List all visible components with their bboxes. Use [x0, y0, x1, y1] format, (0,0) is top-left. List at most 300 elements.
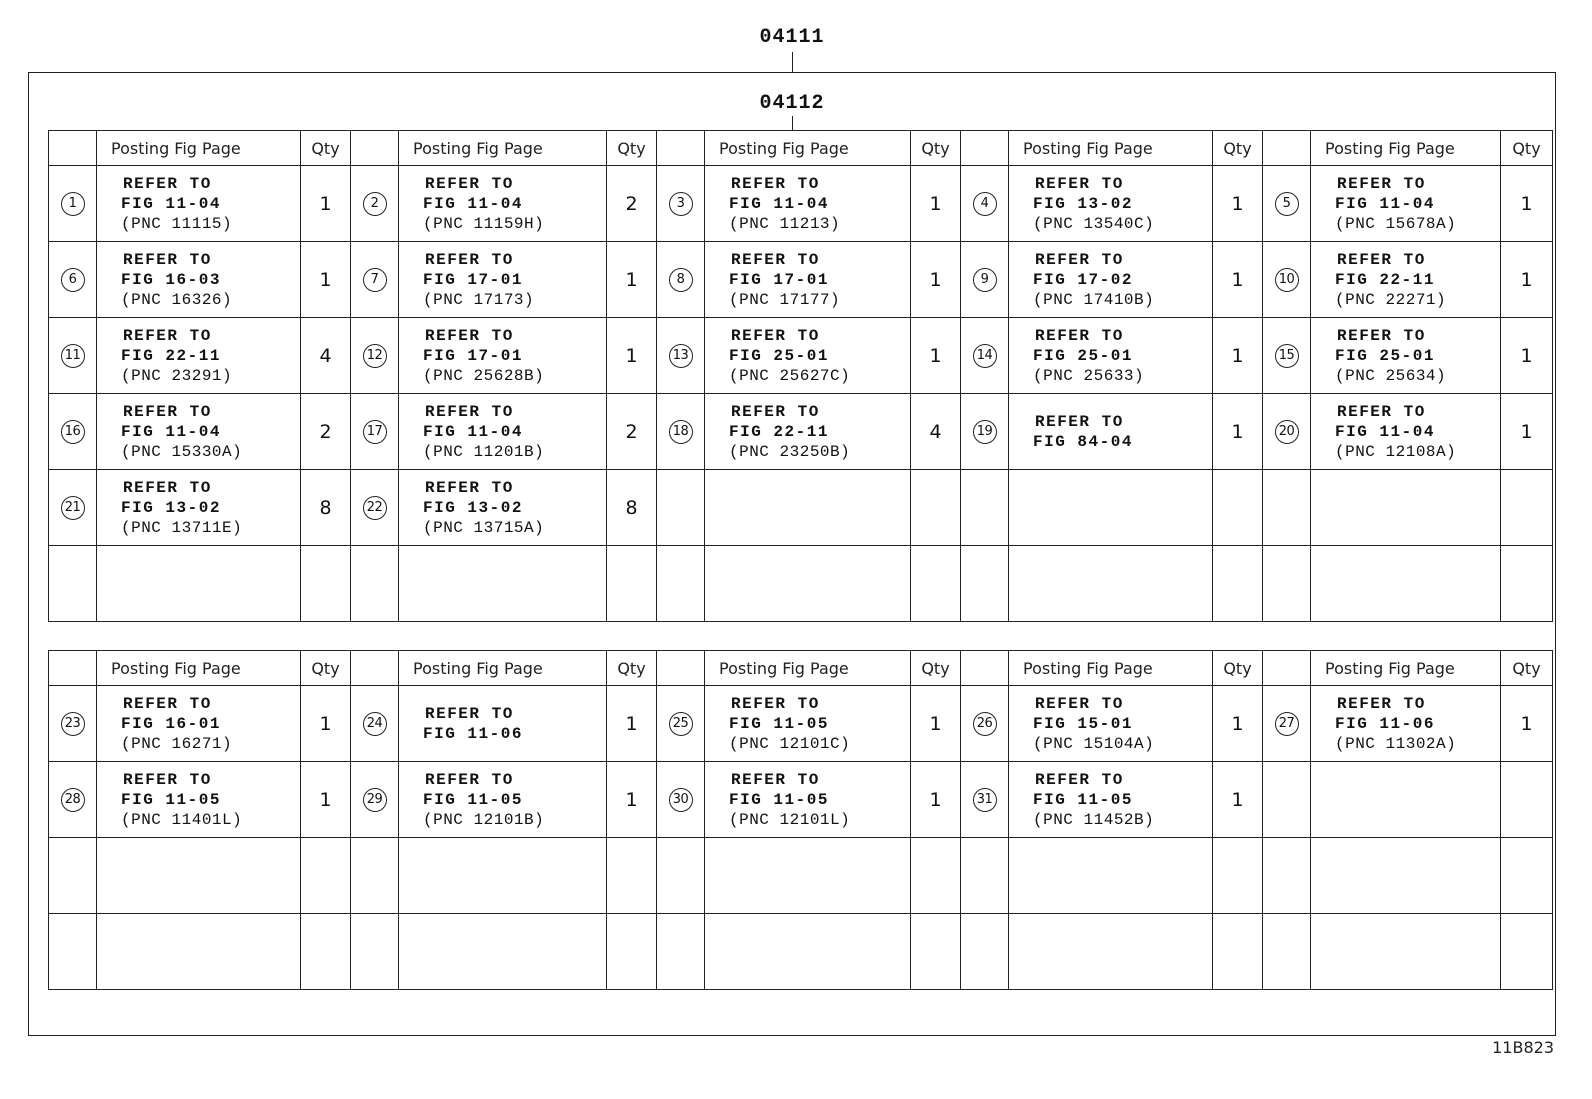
- qty-cell: [301, 546, 351, 622]
- item-number-cell: [351, 546, 399, 622]
- item-number-circle: 9: [973, 268, 997, 292]
- item-number-circle: 28: [61, 788, 85, 812]
- table-row: [49, 914, 1553, 990]
- assembly-code-04111: 04111: [759, 26, 825, 49]
- posting-fig-page-cell: [705, 838, 911, 914]
- item-number-circle: 19: [973, 420, 997, 444]
- refer-to-text: REFER TO: [731, 770, 820, 789]
- pnc-reference: (PNC 11201B): [423, 442, 545, 461]
- posting-fig-page-cell: [705, 166, 911, 242]
- posting-fig-page-cell: [705, 318, 911, 394]
- quantity-value: 1: [625, 712, 638, 735]
- qty-cell: [607, 318, 657, 394]
- refer-to-text: REFER TO: [1035, 326, 1124, 345]
- qty-cell: [301, 394, 351, 470]
- pnc-reference: (PNC 25633): [1033, 366, 1145, 385]
- pnc-reference: (PNC 25628B): [423, 366, 545, 385]
- posting-fig-page-header: Posting Fig Page: [1009, 651, 1213, 686]
- qty-cell: [607, 470, 657, 546]
- posting-fig-page-cell: [399, 838, 607, 914]
- posting-fig-page-cell: [97, 166, 301, 242]
- qty-cell: [301, 686, 351, 762]
- quantity-value: 1: [1231, 344, 1244, 367]
- posting-fig-page-header: Posting Fig Page: [97, 131, 301, 166]
- qty-header: Qty: [607, 651, 657, 686]
- leader-line-04111: [792, 52, 793, 72]
- fig-reference: FIG 11-04: [1335, 194, 1435, 213]
- fig-reference: FIG 17-01: [423, 270, 523, 289]
- quantity-value: 1: [929, 344, 942, 367]
- fig-reference: FIG 11-05: [729, 790, 829, 809]
- item-number-circle: 24: [363, 712, 387, 736]
- qty-cell: [1213, 242, 1263, 318]
- fig-reference: FIG 11-06: [1335, 714, 1435, 733]
- item-number-circle: 22: [363, 496, 387, 520]
- item-number-cell: [657, 394, 705, 470]
- qty-cell: [607, 242, 657, 318]
- qty-cell: [1501, 546, 1553, 622]
- posting-fig-page-header: Posting Fig Page: [705, 651, 911, 686]
- quantity-value: 1: [1231, 420, 1244, 443]
- pnc-reference: (PNC 15104A): [1033, 734, 1155, 753]
- pnc-reference: (PNC 15330A): [121, 442, 243, 461]
- posting-fig-page-cell: [1009, 394, 1213, 470]
- posting-fig-page-cell: [1009, 686, 1213, 762]
- num-header: [351, 651, 399, 686]
- posting-fig-page-cell: [1311, 166, 1501, 242]
- table-row: [49, 686, 1553, 762]
- pnc-reference: (PNC 16271): [121, 734, 233, 753]
- fig-reference: FIG 16-03: [121, 270, 221, 289]
- qty-header: Qty: [1213, 131, 1263, 166]
- item-number-cell: [49, 686, 97, 762]
- table-row: [49, 394, 1553, 470]
- qty-header: Qty: [911, 131, 961, 166]
- fig-reference: FIG 11-05: [423, 790, 523, 809]
- posting-fig-page-cell: [705, 762, 911, 838]
- posting-fig-page-cell: [97, 318, 301, 394]
- item-number-cell: [961, 546, 1009, 622]
- qty-header: Qty: [1501, 131, 1553, 166]
- table-row: [49, 470, 1553, 546]
- fig-reference: FIG 25-01: [729, 346, 829, 365]
- quantity-value: 4: [929, 420, 942, 443]
- item-number-cell: [351, 166, 399, 242]
- fig-reference: FIG 25-01: [1335, 346, 1435, 365]
- pnc-reference: (PNC 12108A): [1335, 442, 1457, 461]
- item-number-circle: 17: [363, 420, 387, 444]
- item-number-cell: [961, 394, 1009, 470]
- posting-fig-page-cell: [1311, 318, 1501, 394]
- qty-cell: [1213, 546, 1263, 622]
- qty-cell: [301, 318, 351, 394]
- qty-cell: [1213, 686, 1263, 762]
- num-header: [961, 131, 1009, 166]
- qty-cell: [1213, 914, 1263, 990]
- fig-reference: FIG 13-02: [1033, 194, 1133, 213]
- item-number-cell: [1263, 838, 1311, 914]
- qty-cell: [607, 762, 657, 838]
- refer-to-text: REFER TO: [731, 402, 820, 421]
- item-number-cell: [961, 166, 1009, 242]
- qty-cell: [1501, 242, 1553, 318]
- item-number-cell: [1263, 318, 1311, 394]
- refer-to-text: REFER TO: [1035, 174, 1124, 193]
- item-number-cell: [961, 914, 1009, 990]
- refer-to-text: REFER TO: [731, 694, 820, 713]
- parts-table-bottom: [48, 650, 1553, 990]
- qty-cell: [1501, 914, 1553, 990]
- item-number-circle: 14: [973, 344, 997, 368]
- item-number-circle: 20: [1275, 420, 1299, 444]
- quantity-value: 1: [1520, 192, 1533, 215]
- posting-fig-page-cell: [399, 762, 607, 838]
- quantity-value: 1: [1231, 268, 1244, 291]
- quantity-value: 1: [929, 192, 942, 215]
- qty-cell: [911, 166, 961, 242]
- pnc-reference: (PNC 16326): [121, 290, 233, 309]
- quantity-value: 1: [1520, 268, 1533, 291]
- item-number-circle: 29: [363, 788, 387, 812]
- item-number-circle: 6: [61, 268, 85, 292]
- quantity-value: 1: [1520, 344, 1533, 367]
- posting-fig-page-cell: [1311, 394, 1501, 470]
- item-number-cell: [351, 318, 399, 394]
- item-number-circle: 25: [669, 712, 693, 736]
- qty-cell: [1501, 166, 1553, 242]
- fig-reference: FIG 11-06: [423, 724, 523, 743]
- posting-fig-page-cell: [1009, 914, 1213, 990]
- num-header: [49, 131, 97, 166]
- pnc-reference: (PNC 23291): [121, 366, 233, 385]
- refer-to-text: REFER TO: [123, 770, 212, 789]
- quantity-value: 1: [1231, 788, 1244, 811]
- refer-to-text: REFER TO: [1035, 250, 1124, 269]
- refer-to-text: REFER TO: [123, 250, 212, 269]
- refer-to-text: REFER TO: [123, 174, 212, 193]
- figure-code: 11B823: [1492, 1038, 1554, 1057]
- qty-cell: [1213, 394, 1263, 470]
- pnc-reference: (PNC 12101B): [423, 810, 545, 829]
- posting-fig-page-cell: [1311, 762, 1501, 838]
- item-number-circle: 21: [61, 496, 85, 520]
- refer-to-text: REFER TO: [731, 326, 820, 345]
- pnc-reference: (PNC 13715A): [423, 518, 545, 537]
- pnc-reference: (PNC 17410B): [1033, 290, 1155, 309]
- posting-fig-page-cell: [97, 242, 301, 318]
- qty-cell: [1213, 318, 1263, 394]
- posting-fig-page-cell: [1009, 318, 1213, 394]
- item-number-circle: 16: [61, 420, 85, 444]
- qty-cell: [911, 914, 961, 990]
- pnc-reference: (PNC 17173): [423, 290, 535, 309]
- fig-reference: FIG 25-01: [1033, 346, 1133, 365]
- item-number-circle: 12: [363, 344, 387, 368]
- refer-to-text: REFER TO: [1337, 174, 1426, 193]
- fig-reference: FIG 17-02: [1033, 270, 1133, 289]
- table-row: [49, 318, 1553, 394]
- fig-reference: FIG 22-11: [1335, 270, 1435, 289]
- item-number-circle: 10: [1275, 268, 1299, 292]
- fig-reference: FIG 11-04: [729, 194, 829, 213]
- item-number-cell: [49, 166, 97, 242]
- refer-to-text: REFER TO: [425, 770, 514, 789]
- qty-header: Qty: [1213, 651, 1263, 686]
- fig-reference: FIG 11-04: [423, 422, 523, 441]
- item-number-cell: [961, 686, 1009, 762]
- pnc-reference: (PNC 11159H): [423, 214, 545, 233]
- quantity-value: 1: [625, 788, 638, 811]
- qty-cell: [301, 838, 351, 914]
- item-number-cell: [351, 838, 399, 914]
- item-number-cell: [351, 394, 399, 470]
- qty-cell: [1213, 762, 1263, 838]
- posting-fig-page-cell: [399, 394, 607, 470]
- fig-reference: FIG 16-01: [121, 714, 221, 733]
- num-header: [657, 651, 705, 686]
- quantity-value: 1: [1231, 192, 1244, 215]
- quantity-value: 1: [319, 788, 332, 811]
- pnc-reference: (PNC 25634): [1335, 366, 1447, 385]
- qty-cell: [1213, 470, 1263, 546]
- qty-cell: [1213, 166, 1263, 242]
- refer-to-text: REFER TO: [731, 174, 820, 193]
- pnc-reference: (PNC 22271): [1335, 290, 1447, 309]
- quantity-value: 1: [929, 712, 942, 735]
- posting-fig-page-cell: [1009, 838, 1213, 914]
- posting-fig-page-cell: [705, 546, 911, 622]
- fig-reference: FIG 17-01: [729, 270, 829, 289]
- item-number-circle: 27: [1275, 712, 1299, 736]
- pnc-reference: (PNC 17177): [729, 290, 841, 309]
- header-row: [49, 651, 1553, 686]
- qty-cell: [607, 546, 657, 622]
- refer-to-text: REFER TO: [1035, 412, 1124, 431]
- item-number-cell: [657, 242, 705, 318]
- posting-fig-page-header: Posting Fig Page: [399, 651, 607, 686]
- qty-cell: [1501, 318, 1553, 394]
- qty-cell: [301, 166, 351, 242]
- table-row: [49, 838, 1553, 914]
- item-number-circle: 3: [669, 192, 693, 216]
- table-row: [49, 166, 1553, 242]
- posting-fig-page-cell: [97, 914, 301, 990]
- fig-reference: FIG 84-04: [1033, 432, 1133, 451]
- refer-to-text: REFER TO: [1035, 694, 1124, 713]
- qty-cell: [607, 686, 657, 762]
- num-header: [351, 131, 399, 166]
- qty-cell: [911, 762, 961, 838]
- item-number-cell: [49, 762, 97, 838]
- quantity-value: 1: [625, 268, 638, 291]
- item-number-circle: 18: [669, 420, 693, 444]
- fig-reference: FIG 11-04: [121, 194, 221, 213]
- refer-to-text: REFER TO: [123, 694, 212, 713]
- fig-reference: FIG 11-04: [423, 194, 523, 213]
- item-number-cell: [351, 686, 399, 762]
- item-number-cell: [49, 318, 97, 394]
- pnc-reference: (PNC 25627C): [729, 366, 851, 385]
- qty-cell: [607, 838, 657, 914]
- item-number-cell: [657, 914, 705, 990]
- quantity-value: 1: [1231, 712, 1244, 735]
- quantity-value: 8: [319, 496, 332, 519]
- item-number-cell: [657, 318, 705, 394]
- qty-header: Qty: [301, 131, 351, 166]
- item-number-circle: 4: [973, 192, 997, 216]
- posting-fig-page-header: Posting Fig Page: [1009, 131, 1213, 166]
- fig-reference: FIG 13-02: [423, 498, 523, 517]
- item-number-circle: 7: [363, 268, 387, 292]
- qty-cell: [911, 242, 961, 318]
- item-number-cell: [961, 242, 1009, 318]
- posting-fig-page-cell: [705, 686, 911, 762]
- parts-table-top: [48, 130, 1553, 622]
- item-number-cell: [49, 394, 97, 470]
- refer-to-text: REFER TO: [425, 402, 514, 421]
- qty-cell: [301, 470, 351, 546]
- qty-cell: [301, 914, 351, 990]
- item-number-cell: [657, 470, 705, 546]
- qty-cell: [301, 762, 351, 838]
- posting-fig-page-cell: [1311, 546, 1501, 622]
- assembly-code-04112: 04112: [759, 92, 825, 115]
- item-number-cell: [657, 762, 705, 838]
- quantity-value: 1: [625, 344, 638, 367]
- qty-cell: [911, 546, 961, 622]
- pnc-reference: (PNC 15678A): [1335, 214, 1457, 233]
- qty-cell: [911, 470, 961, 546]
- posting-fig-page-cell: [97, 546, 301, 622]
- posting-fig-page-cell: [1311, 686, 1501, 762]
- item-number-cell: [961, 470, 1009, 546]
- posting-fig-page-cell: [705, 394, 911, 470]
- posting-fig-page-cell: [97, 838, 301, 914]
- posting-fig-page-header: Posting Fig Page: [1311, 651, 1501, 686]
- item-number-cell: [961, 762, 1009, 838]
- fig-reference: FIG 17-01: [423, 346, 523, 365]
- posting-fig-page-cell: [399, 546, 607, 622]
- fig-reference: FIG 11-05: [1033, 790, 1133, 809]
- item-number-cell: [49, 242, 97, 318]
- posting-fig-page-cell: [399, 242, 607, 318]
- pnc-reference: (PNC 11401L): [121, 810, 243, 829]
- qty-cell: [911, 686, 961, 762]
- quantity-value: 1: [319, 192, 332, 215]
- fig-reference: FIG 11-05: [729, 714, 829, 733]
- qty-cell: [911, 318, 961, 394]
- fig-reference: FIG 13-02: [121, 498, 221, 517]
- qty-cell: [911, 838, 961, 914]
- posting-fig-page-cell: [399, 318, 607, 394]
- posting-fig-page-cell: [705, 470, 911, 546]
- item-number-circle: 31: [973, 788, 997, 812]
- pnc-reference: (PNC 13540C): [1033, 214, 1155, 233]
- quantity-value: 1: [1520, 712, 1533, 735]
- posting-fig-page-cell: [1311, 838, 1501, 914]
- item-number-circle: 2: [363, 192, 387, 216]
- qty-cell: [301, 242, 351, 318]
- num-header: [49, 651, 97, 686]
- fig-reference: FIG 22-11: [729, 422, 829, 441]
- item-number-cell: [1263, 242, 1311, 318]
- item-number-cell: [657, 546, 705, 622]
- posting-fig-page-cell: [1009, 470, 1213, 546]
- qty-cell: [1213, 838, 1263, 914]
- quantity-value: 1: [319, 268, 332, 291]
- posting-fig-page-cell: [97, 686, 301, 762]
- posting-fig-page-cell: [1311, 242, 1501, 318]
- item-number-cell: [351, 242, 399, 318]
- refer-to-text: REFER TO: [425, 174, 514, 193]
- qty-cell: [1501, 838, 1553, 914]
- posting-fig-page-cell: [97, 470, 301, 546]
- item-number-circle: 26: [973, 712, 997, 736]
- posting-fig-page-header: Posting Fig Page: [97, 651, 301, 686]
- num-header: [657, 131, 705, 166]
- pnc-reference: (PNC 11302A): [1335, 734, 1457, 753]
- posting-fig-page-cell: [705, 914, 911, 990]
- quantity-value: 4: [319, 344, 332, 367]
- item-number-cell: [49, 546, 97, 622]
- refer-to-text: REFER TO: [425, 326, 514, 345]
- pnc-reference: (PNC 23250B): [729, 442, 851, 461]
- item-number-circle: 8: [669, 268, 693, 292]
- item-number-cell: [49, 838, 97, 914]
- quantity-value: 1: [929, 788, 942, 811]
- posting-fig-page-cell: [399, 166, 607, 242]
- item-number-circle: 23: [61, 712, 85, 736]
- pnc-reference: (PNC 11213): [729, 214, 841, 233]
- qty-cell: [1501, 394, 1553, 470]
- quantity-value: 2: [625, 192, 638, 215]
- qty-cell: [1501, 762, 1553, 838]
- item-number-cell: [351, 762, 399, 838]
- refer-to-text: REFER TO: [123, 402, 212, 421]
- fig-reference: FIG 15-01: [1033, 714, 1133, 733]
- table-row: [49, 242, 1553, 318]
- leader-line-04112: [792, 116, 793, 130]
- pnc-reference: (PNC 11452B): [1033, 810, 1155, 829]
- quantity-value: 1: [319, 712, 332, 735]
- refer-to-text: REFER TO: [425, 250, 514, 269]
- qty-cell: [1501, 686, 1553, 762]
- posting-fig-page-header: Posting Fig Page: [1311, 131, 1501, 166]
- posting-fig-page-header: Posting Fig Page: [705, 131, 911, 166]
- quantity-value: 1: [1520, 420, 1533, 443]
- item-number-cell: [1263, 470, 1311, 546]
- item-number-circle: 30: [669, 788, 693, 812]
- item-number-cell: [657, 838, 705, 914]
- header-row: [49, 131, 1553, 166]
- item-number-cell: [1263, 686, 1311, 762]
- pnc-reference: (PNC 12101L): [729, 810, 851, 829]
- item-number-circle: 11: [61, 344, 85, 368]
- item-number-cell: [657, 166, 705, 242]
- fig-reference: FIG 11-05: [121, 790, 221, 809]
- fig-reference: FIG 11-04: [121, 422, 221, 441]
- posting-fig-page-cell: [1311, 914, 1501, 990]
- item-number-cell: [1263, 166, 1311, 242]
- quantity-value: 1: [929, 268, 942, 291]
- num-header: [1263, 131, 1311, 166]
- posting-fig-page-cell: [1009, 242, 1213, 318]
- posting-fig-page-header: Posting Fig Page: [399, 131, 607, 166]
- item-number-cell: [351, 914, 399, 990]
- posting-fig-page-cell: [399, 470, 607, 546]
- table-row: [49, 546, 1553, 622]
- item-number-cell: [961, 318, 1009, 394]
